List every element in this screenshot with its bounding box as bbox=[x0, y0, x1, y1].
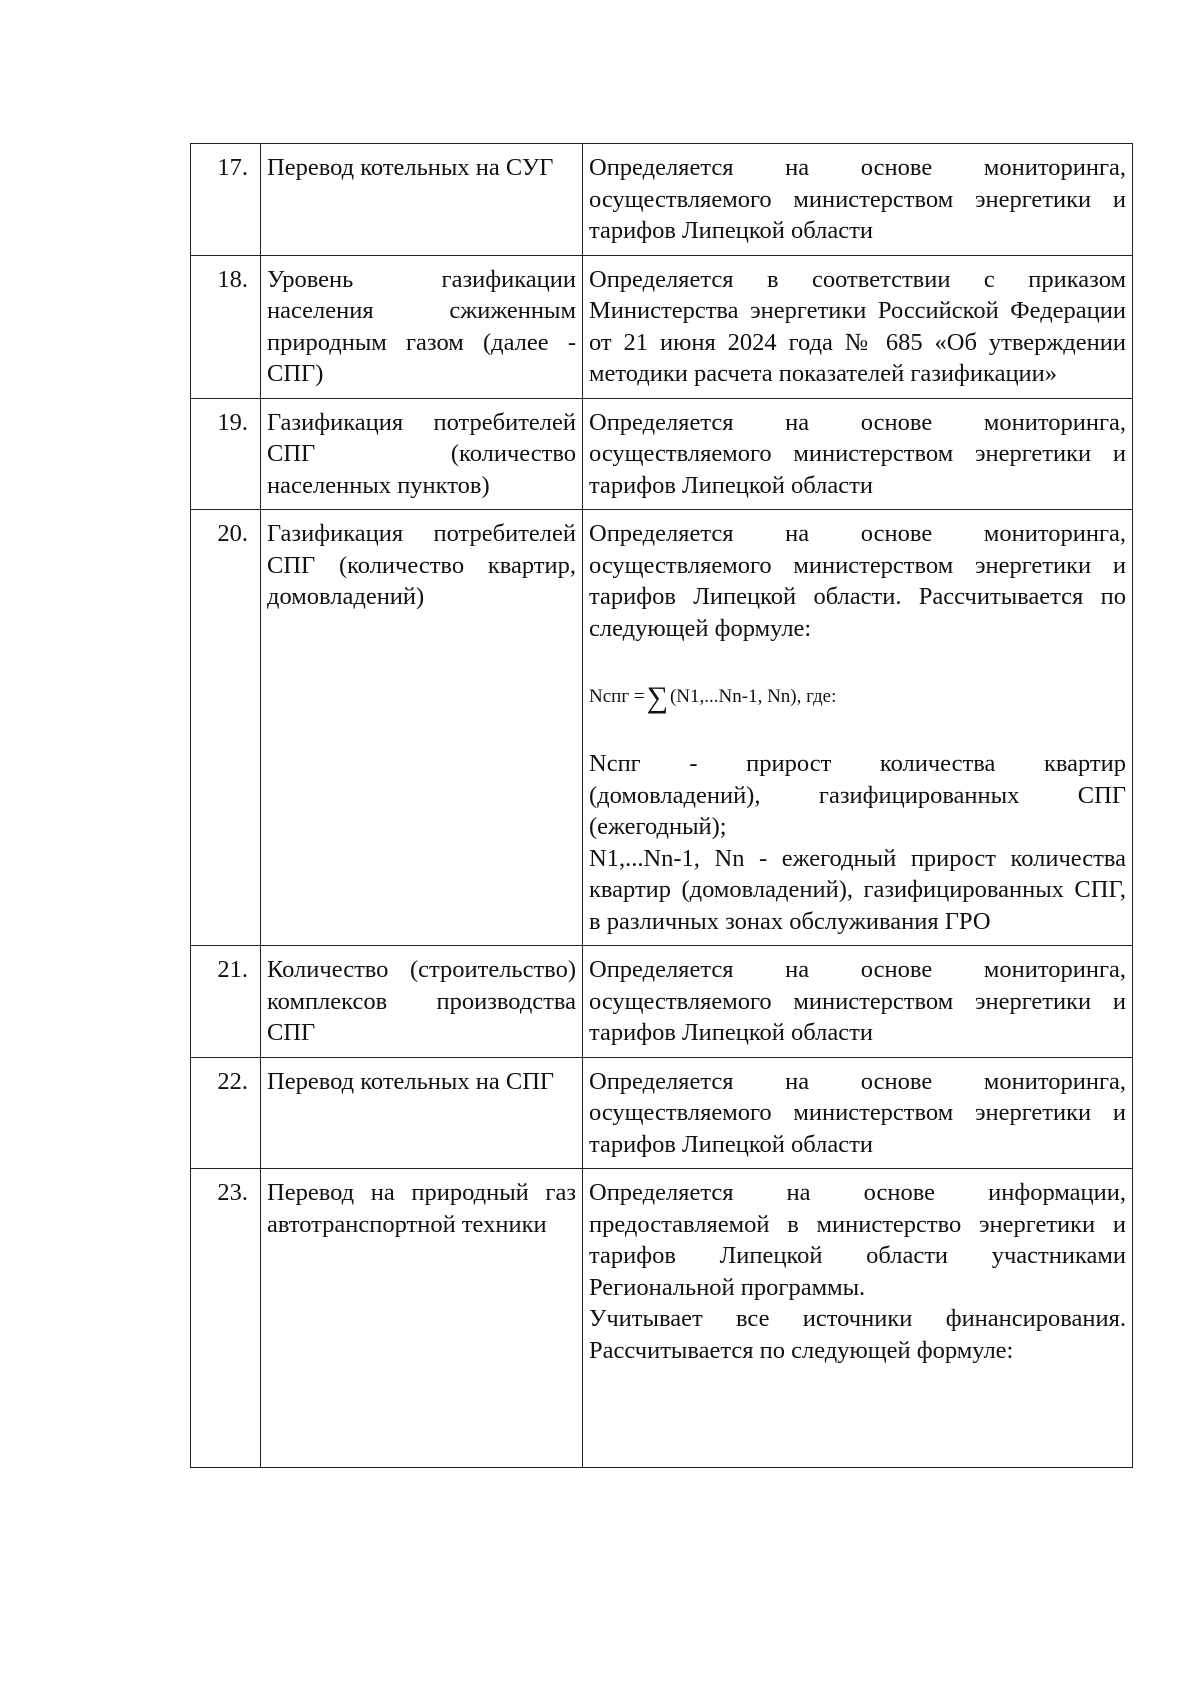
table-row bbox=[191, 398, 1133, 510]
sum-symbol: ∑ bbox=[646, 681, 668, 714]
indicator-method: Определяется на основе мониторинга, осуществляемого министерством энергетики и тарифов Липецкой области bbox=[583, 398, 1133, 510]
indicator-method bbox=[583, 510, 1133, 946]
formula-definition: Nспг - прирост количества квартир (домовладений), газифицированных СПГ (ежегодный); bbox=[589, 750, 1126, 840]
table-row bbox=[191, 1169, 1133, 1468]
table-row bbox=[191, 946, 1133, 1058]
indicator-method: Определяется на основе мониторинга, осуществляемого министерством энергетики и тарифов Липецкой области bbox=[583, 946, 1133, 1058]
table-row bbox=[191, 1057, 1133, 1169]
indicator-name: Газификация потребителей СПГ (количество населенных пунктов) bbox=[261, 398, 583, 510]
indicator-name: Перевод котельных на СУГ bbox=[261, 144, 583, 256]
row-number: 17. bbox=[191, 144, 261, 256]
formula-rhs: (N1,...Nn-1, Nn), где: bbox=[669, 686, 837, 707]
indicator-method: Определяется на основе мониторинга, осуществляемого министерством энергетики и тарифов Липецкой области bbox=[583, 144, 1133, 256]
row-number: 22. bbox=[191, 1057, 261, 1169]
indicators-table bbox=[190, 143, 1133, 1468]
row-number: 21. bbox=[191, 946, 261, 1058]
table-row bbox=[191, 144, 1133, 256]
formula-lhs: Nспг = bbox=[589, 686, 645, 707]
table-row bbox=[191, 510, 1133, 946]
indicator-method: Определяется на основе мониторинга, осуществляемого министерством энергетики и тарифов Липецкой области bbox=[583, 1057, 1133, 1169]
indicator-name: Уровень газификации населения сжиженным природным газом (далее - СПГ) bbox=[261, 255, 583, 398]
table-row bbox=[191, 255, 1133, 398]
row-number: 18. bbox=[191, 255, 261, 398]
method-paragraph: Определяется на основе информации, предоставляемой в министерство энергетики и тарифов Липецкой области участниками Региональной программы. bbox=[589, 1179, 1126, 1301]
indicator-name: Перевод на природный газ автотранспортной техники bbox=[261, 1169, 583, 1468]
formula bbox=[589, 677, 1126, 717]
row-number: 19. bbox=[191, 398, 261, 510]
method-paragraph: Учитывает все источники финансирования. Рассчитывается по следующей формуле: bbox=[589, 1305, 1126, 1364]
row-number: 23. bbox=[191, 1169, 261, 1468]
method-intro: Определяется на основе мониторинга, осуществляемого министерством энергетики и тарифов Липецкой области. Рассчитывается по следующей формуле: bbox=[589, 520, 1126, 642]
indicator-name: Перевод котельных на СПГ bbox=[261, 1057, 583, 1169]
formula-definition: N1,...Nn-1, Nn - ежегодный прирост количества квартир (домовладений), газифицированных СПГ, в различных зонах обслуживания ГРО bbox=[589, 844, 1126, 935]
row-number: 20. bbox=[191, 510, 261, 946]
indicator-name: Количество (строительство) комплексов производства СПГ bbox=[261, 946, 583, 1058]
indicator-method: Определяется в соответствии с приказом Министерства энергетики Российской Федерации от 21 июня 2024 года № 685 «Об утверждении методики расчета показателей газификации» bbox=[583, 255, 1133, 398]
indicator-method bbox=[583, 1169, 1133, 1468]
indicator-name: Газификация потребителей СПГ (количество квартир, домовладений) bbox=[261, 510, 583, 946]
